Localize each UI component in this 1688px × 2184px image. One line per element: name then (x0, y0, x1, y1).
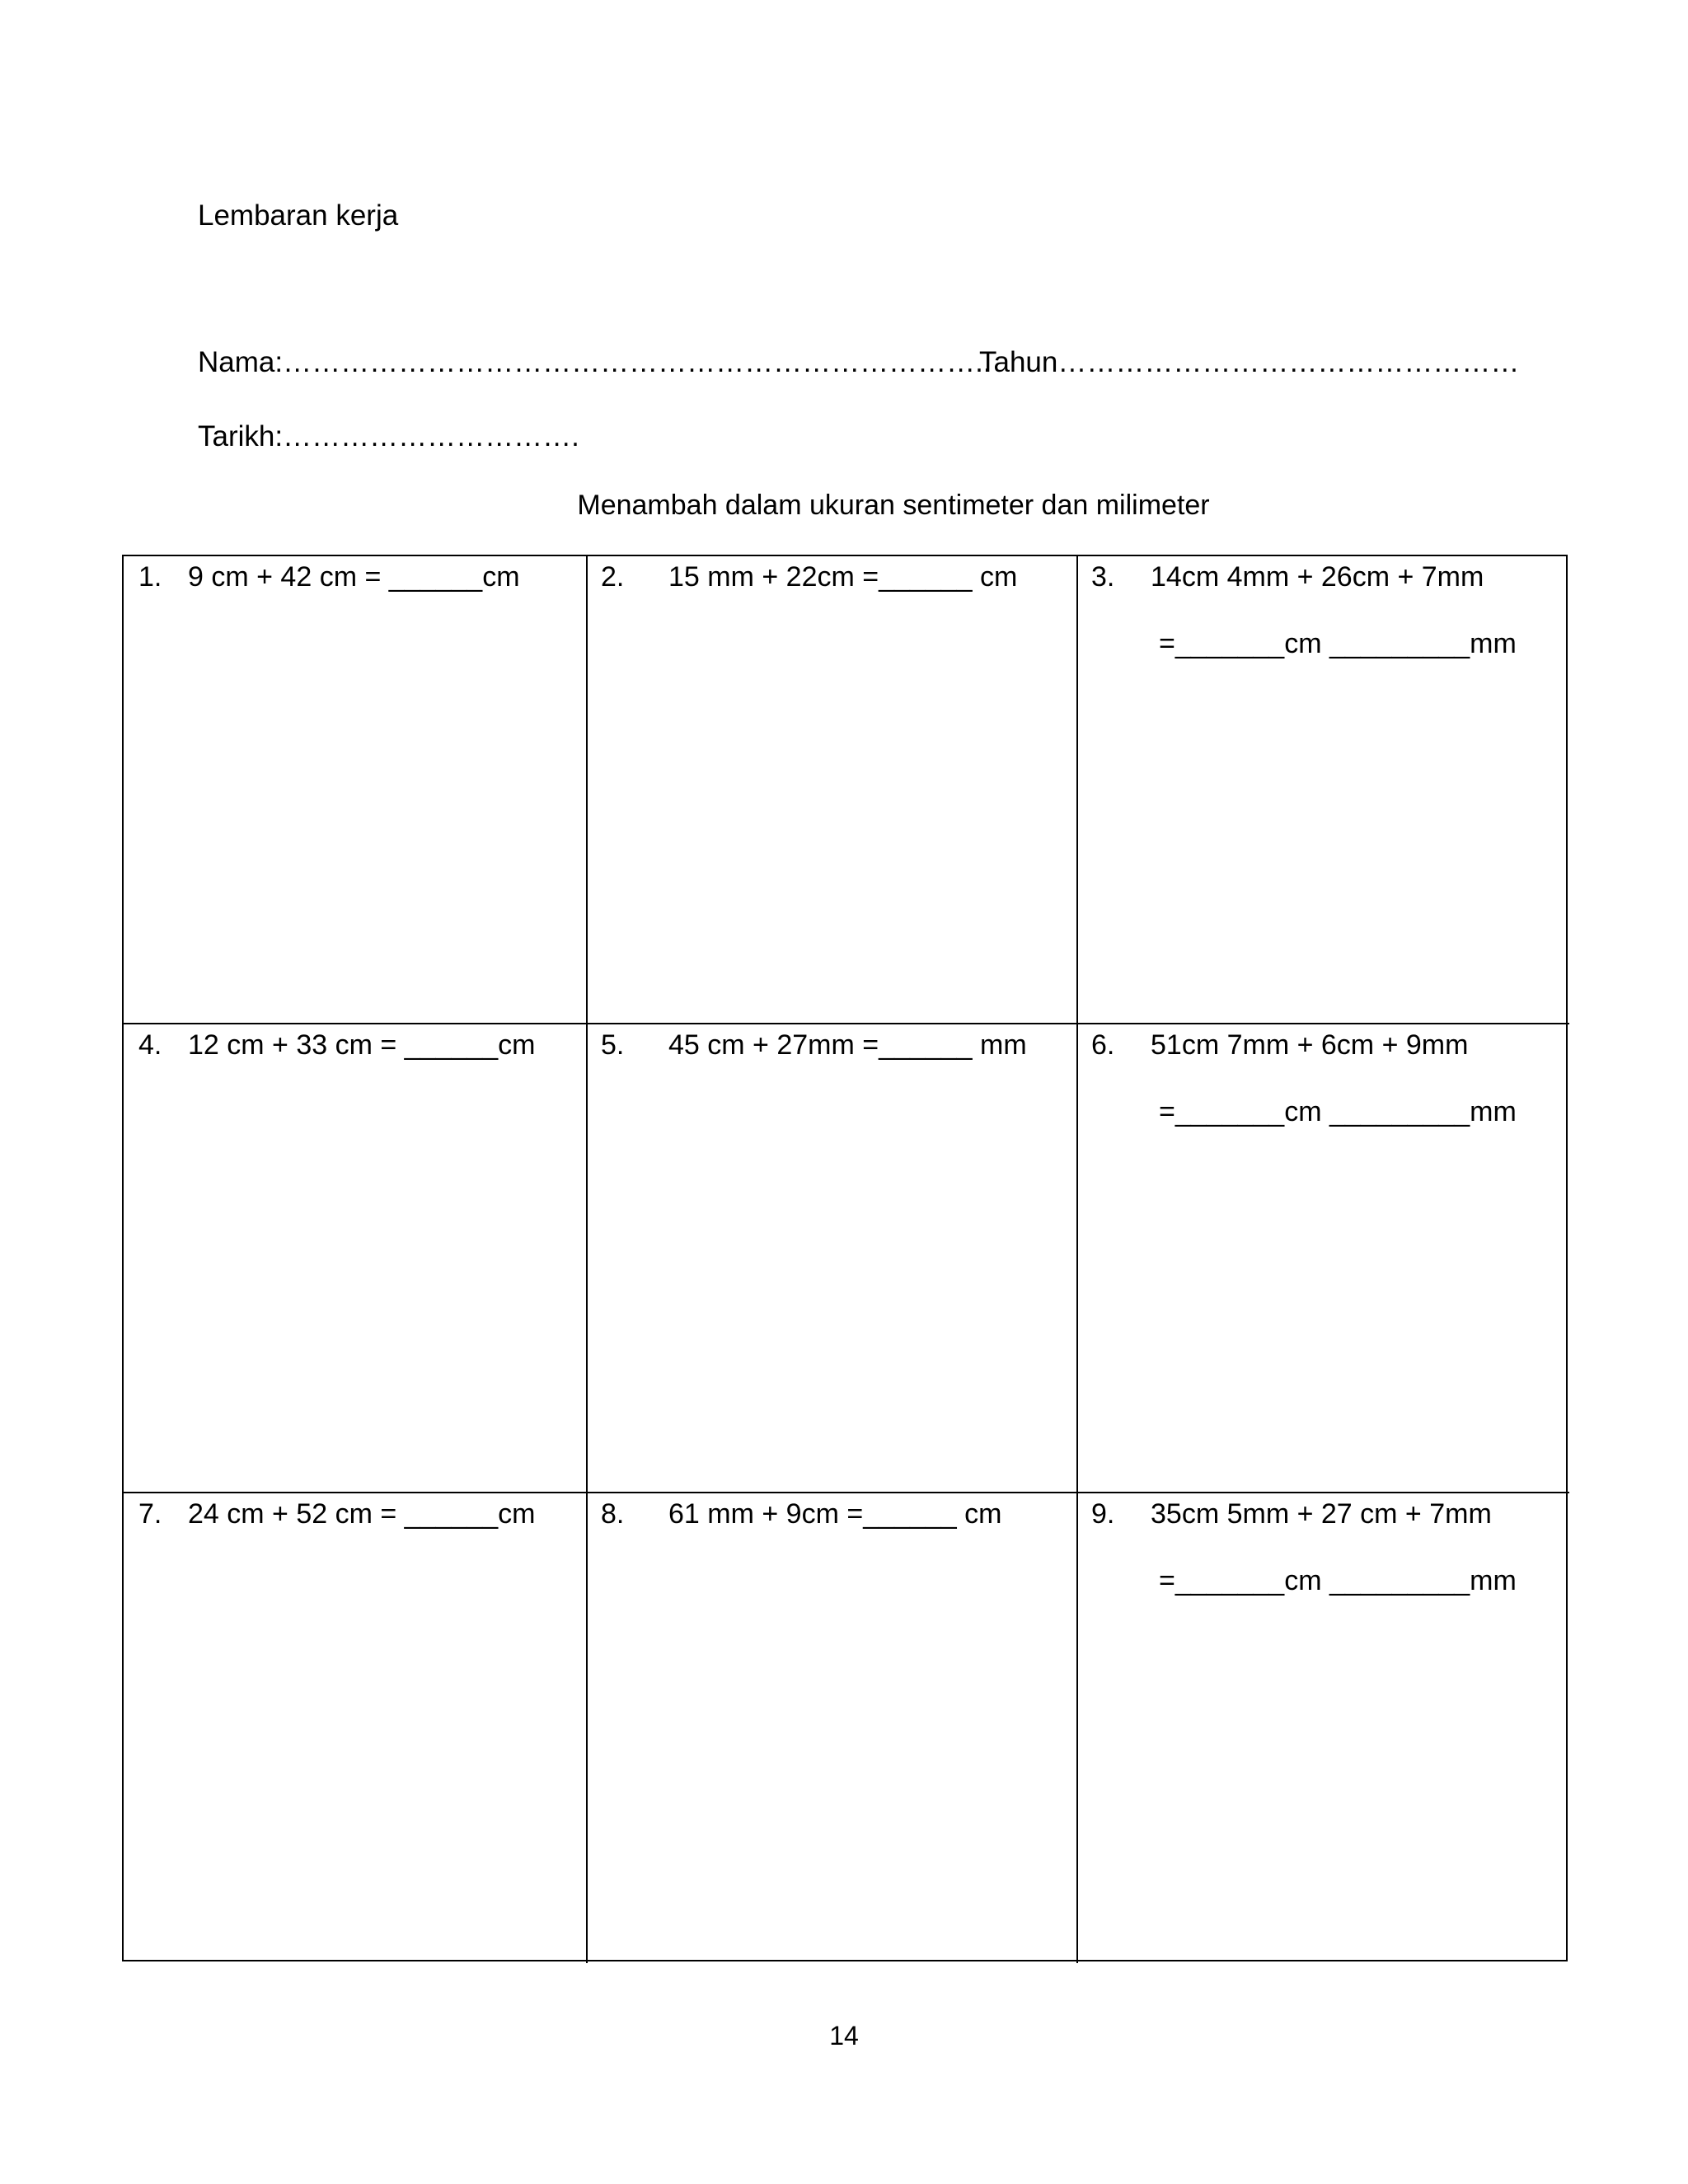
question-cell-5 (588, 1024, 1078, 1493)
question-cell-6 (1078, 1024, 1569, 1493)
question-text: 51cm 7mm + 6cm + 9mm (1151, 1029, 1469, 1061)
question-text: 15 mm + 22cm =______ cm (668, 561, 1018, 593)
question-cell-3 (1078, 556, 1569, 1024)
question-number: 8. (601, 1498, 625, 1530)
question-cell-4 (124, 1024, 588, 1493)
question-number: 7. (138, 1498, 162, 1530)
question-text: 35cm 5mm + 27 cm + 7mm (1151, 1498, 1492, 1530)
question-text: 45 cm + 27mm =______ mm (668, 1029, 1027, 1061)
worksheet-heading: Lembaran kerja (198, 199, 399, 232)
question-answer-line: =_______cm _________mm (1159, 1565, 1517, 1596)
question-number: 3. (1091, 561, 1115, 593)
question-text: 24 cm + 52 cm = ______cm (188, 1498, 536, 1530)
question-cell-8 (588, 1493, 1078, 1963)
year-field: Tahun………………………………………… (979, 346, 1520, 378)
question-text: 61 mm + 9cm =______ cm (668, 1498, 1002, 1530)
question-number: 5. (601, 1029, 625, 1061)
question-cell-9 (1078, 1493, 1569, 1963)
question-cell-1 (124, 556, 588, 1024)
page-number: 14 (829, 2021, 859, 2050)
question-number: 9. (1091, 1498, 1115, 1530)
question-text: 9 cm + 42 cm = ______cm (188, 561, 520, 593)
question-text: 14cm 4mm + 26cm + 7mm (1151, 561, 1484, 593)
question-number: 1. (138, 561, 162, 593)
question-number: 4. (138, 1029, 162, 1061)
name-field: Nama:……………………………………………………………….. (198, 346, 992, 378)
question-number: 6. (1091, 1029, 1115, 1061)
question-table (122, 555, 1568, 1961)
question-cell-7 (124, 1493, 588, 1963)
date-field: Tarikh:…………………………. (198, 420, 579, 452)
question-answer-line: =_______cm _________mm (1159, 628, 1517, 659)
question-number: 2. (601, 561, 625, 593)
question-answer-line: =_______cm _________mm (1159, 1096, 1517, 1127)
worksheet-title: Menambah dalam ukuran sentimeter dan milimeter (577, 490, 1210, 521)
question-cell-2 (588, 556, 1078, 1024)
question-text: 12 cm + 33 cm = ______cm (188, 1029, 536, 1061)
